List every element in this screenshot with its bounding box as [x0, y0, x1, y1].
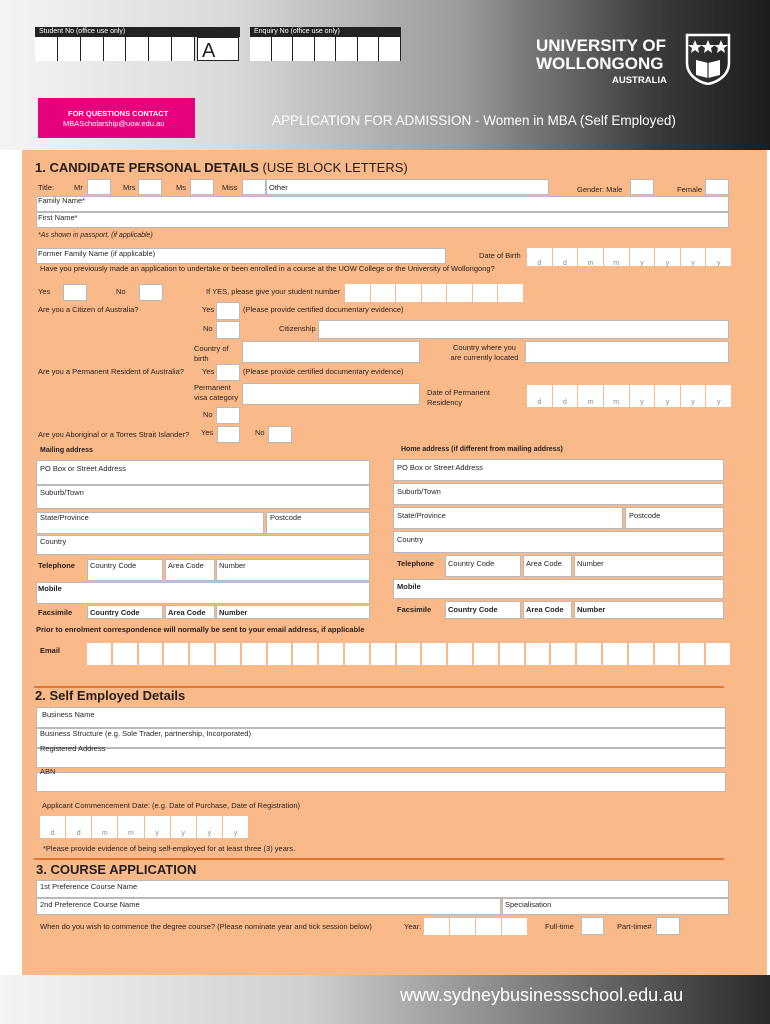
mailing-telephone-label: Telephone: [38, 561, 75, 570]
email-cell[interactable]: [87, 643, 111, 665]
registered-address-label: Registered Address: [40, 744, 106, 753]
citizen-yes-label: Yes: [202, 305, 215, 314]
full-time-label: Full-time: [545, 922, 574, 931]
email-cell[interactable]: [526, 643, 550, 665]
business-name-field[interactable]: [36, 707, 726, 728]
home-country-code-label: Country Code: [448, 559, 495, 568]
enquiry-no-cell[interactable]: [336, 37, 358, 61]
citizen-question: Are you a Citizen of Australia?: [38, 305, 139, 314]
country-located-field[interactable]: [525, 341, 729, 363]
year-cells: [424, 918, 527, 935]
country-of-birth-label: Country of birth: [194, 344, 229, 363]
university-name-line2: WOLLONGONG: [536, 54, 664, 73]
family-name-label: Family Name*: [38, 196, 86, 205]
university-name-line1: UNIVERSITY OF: [536, 36, 667, 55]
citizen-no-label: No: [203, 324, 213, 333]
enquiry-no-cell[interactable]: [315, 37, 337, 61]
email-cell[interactable]: [655, 643, 679, 665]
home-postcode-label: Postcode: [629, 511, 661, 520]
commencement-date-cell[interactable]: y: [223, 816, 248, 838]
email-cell[interactable]: [293, 643, 317, 665]
prev-app-no-label: No: [116, 287, 126, 296]
email-cells: [87, 643, 730, 665]
abn-label: ABN: [40, 767, 56, 776]
prev-app-yes-label: Yes: [38, 287, 51, 296]
email-label: Email: [40, 646, 61, 655]
commencement-date-cell[interactable]: m: [92, 816, 117, 838]
section3-heading: 3. COURSE APPLICATION: [36, 862, 197, 877]
title-miss-checkbox[interactable]: [242, 179, 266, 195]
email-cell[interactable]: [371, 643, 395, 665]
home-suburb-label: Suburb/Town: [397, 487, 441, 496]
email-cell[interactable]: [190, 643, 214, 665]
dob-cell[interactable]: d: [553, 248, 578, 266]
pr-no-checkbox[interactable]: [216, 407, 240, 424]
email-cell[interactable]: [706, 643, 730, 665]
student-no-cell[interactable]: [81, 37, 104, 61]
year-cell[interactable]: [502, 918, 527, 935]
prev-app-yes-checkbox[interactable]: [63, 284, 87, 301]
student-no-label: Student No (office use only): [39, 28, 126, 35]
home-facsimile-label: Facsimile: [397, 605, 432, 614]
enquiry-no-cell[interactable]: [272, 37, 294, 61]
citizen-evidence-note: (Please provide certified documentary evidence): [243, 305, 404, 314]
mailing-facsimile-label: Facsimile: [38, 608, 73, 617]
email-cell[interactable]: [603, 643, 627, 665]
email-cell[interactable]: [319, 643, 343, 665]
email-cell[interactable]: [474, 643, 498, 665]
email-cell[interactable]: [216, 643, 240, 665]
email-cell[interactable]: [397, 643, 421, 665]
citizenship-label: Citizenship: [279, 324, 316, 333]
dob-cell[interactable]: m: [604, 248, 629, 266]
part-time-label: Part-time#: [617, 922, 652, 931]
dob-cell[interactable]: y: [681, 248, 706, 266]
mailing-address-heading: Mailing address: [40, 447, 93, 454]
commence-question: When do you wish to commence the degree course? (Please nominate year and tick session below): [40, 922, 372, 931]
pr-yes-label: Yes: [202, 367, 215, 376]
mailing-country-label: Country: [40, 537, 67, 546]
student-number-cell[interactable]: [422, 284, 447, 302]
pr-date-cell[interactable]: y: [681, 385, 706, 407]
dob-cell[interactable]: y: [630, 248, 655, 266]
pr-no-label: No: [203, 410, 213, 419]
commencement-date-cell[interactable]: y: [145, 816, 170, 838]
year-cell[interactable]: [424, 918, 449, 935]
title-other-label: Other: [269, 183, 288, 192]
pr-date-cells: [527, 385, 731, 407]
form-title: APPLICATION FOR ADMISSION - Women in MBA (Self Employed): [272, 113, 676, 128]
email-cell[interactable]: [629, 643, 653, 665]
enquiry-no-cell[interactable]: [250, 37, 272, 61]
student-number-cell[interactable]: [447, 284, 472, 302]
commencement-date-cell[interactable]: y: [171, 816, 196, 838]
previous-application-question: Have you previously made an application to undertake or been enrolled in a course at the UOW College or the University of Wollongong?: [40, 264, 495, 273]
pr-date-cell[interactable]: d: [527, 385, 552, 407]
section1-suffix: (USE BLOCK LETTERS): [262, 160, 408, 175]
specialisation-label: Specialisation: [505, 900, 552, 909]
gender-male-checkbox[interactable]: [630, 179, 654, 195]
commencement-date-cells: [40, 816, 248, 838]
email-cell[interactable]: [164, 643, 188, 665]
title-label: Title:: [38, 183, 54, 192]
mailing-fax-number-label: Number: [219, 608, 248, 617]
mailing-fax-country-code-label: Country Code: [90, 608, 140, 617]
home-country-field[interactable]: [393, 531, 724, 553]
pr-date-cell[interactable]: m: [604, 385, 629, 407]
former-family-name-label: Former Family Name (if applicable): [38, 249, 156, 258]
email-cell[interactable]: [345, 643, 369, 665]
pr-yes-checkbox[interactable]: [216, 364, 240, 381]
commencement-date-label: Applicant Commencement Date: (e.g. Date of Purchase, Date of Registration): [42, 801, 301, 810]
section2-heading: 2. Self Employed Details: [35, 688, 186, 703]
family-name-field[interactable]: [36, 196, 729, 212]
title-miss-label: Miss: [222, 183, 238, 192]
student-no-prefix: A: [202, 40, 216, 62]
mailing-postcode-label: Postcode: [270, 513, 302, 522]
country-located-label: Country where you are currently located: [450, 343, 519, 362]
business-structure-label: Business Structure (e.g. Sole Trader, partnership, Incorporated): [40, 729, 251, 738]
abn-field[interactable]: [36, 772, 726, 792]
enquiry-no-cell[interactable]: [358, 37, 380, 61]
permanent-resident-question: Are you a Permanent Resident of Australia?: [38, 367, 184, 376]
dob-cell[interactable]: d: [527, 248, 552, 266]
dob-cell[interactable]: y: [706, 248, 731, 266]
student-no-cell[interactable]: [172, 37, 195, 61]
pr-date-cell[interactable]: m: [578, 385, 603, 407]
aboriginal-question: Are you Aboriginal or a Torres Strait Islander?: [38, 430, 190, 439]
mailing-state-label: State/Province: [40, 513, 89, 522]
aboriginal-no-checkbox[interactable]: [268, 426, 292, 443]
email-cell[interactable]: [680, 643, 704, 665]
aboriginal-no-label: No: [255, 428, 265, 437]
country-of-birth-field[interactable]: [242, 341, 420, 363]
business-name-label: Business Name: [42, 710, 95, 719]
title-ms-checkbox[interactable]: [190, 179, 214, 195]
prev-app-no-checkbox[interactable]: [139, 284, 163, 301]
mailing-area-code-label: Area Code: [168, 561, 204, 570]
full-time-checkbox[interactable]: [581, 917, 604, 935]
home-fax-number-label: Number: [577, 605, 606, 614]
email-cell[interactable]: [113, 643, 137, 665]
pr-date-label: Date of Permanent Residency: [427, 388, 490, 407]
student-number-cell[interactable]: [473, 284, 498, 302]
home-telephone-label: Telephone: [397, 559, 434, 568]
email-cell[interactable]: [577, 643, 601, 665]
commencement-date-cell[interactable]: d: [40, 816, 65, 838]
section3-rule: [34, 858, 724, 860]
mailing-country-field[interactable]: [36, 535, 370, 555]
gender-male-label: Gender: Male: [577, 185, 623, 194]
student-number-cells: [345, 284, 523, 302]
home-suburb-field[interactable]: [393, 483, 724, 505]
title-ms-label: Ms: [176, 183, 186, 192]
student-no-cell[interactable]: [126, 37, 149, 61]
gender-female-label: Female: [677, 185, 703, 194]
email-note: Prior to enrolment correspondence will normally be sent to your email address, if applicable: [36, 625, 365, 634]
pr-date-cell[interactable]: d: [553, 385, 578, 407]
dob-cell[interactable]: m: [578, 248, 603, 266]
title-mr-checkbox[interactable]: [87, 179, 111, 195]
home-street-label: PO Box or Street Address: [397, 463, 483, 472]
part-time-checkbox[interactable]: [656, 917, 680, 935]
aboriginal-yes-checkbox[interactable]: [217, 426, 240, 443]
dob-cell[interactable]: y: [655, 248, 680, 266]
first-preference-label: 1st Preference Course Name: [40, 882, 138, 891]
registered-address-field[interactable]: [36, 748, 726, 768]
student-number-cell[interactable]: [396, 284, 421, 302]
title-mrs-checkbox[interactable]: [138, 179, 162, 195]
self-employment-evidence-note: *Please provide evidence of being self-employed for at least three (3) years.: [43, 844, 296, 853]
year-label: Year:: [404, 922, 422, 931]
section1-heading: [35, 160, 408, 175]
passport-note: *As shown in passport, (if applicable): [38, 232, 153, 239]
gender-female-checkbox[interactable]: [705, 179, 729, 195]
pr-date-cell[interactable]: y: [630, 385, 655, 407]
mailing-mobile-label: Mobile: [38, 584, 62, 593]
visa-category-field[interactable]: [242, 383, 420, 405]
mailing-street-label: PO Box or Street Address: [40, 464, 126, 473]
contact-email[interactable]: MBAScholarship@uow.edu.au: [63, 119, 165, 128]
home-mobile-field[interactable]: [393, 579, 724, 599]
footer-url[interactable]: www.sydneybusinessschool.edu.au: [400, 985, 684, 1005]
home-fax-area-code-label: Area Code: [526, 605, 564, 614]
student-number-prompt: If YES, please give your student number: [206, 287, 341, 296]
mailing-mobile-field[interactable]: [36, 582, 370, 604]
enquiry-no-label: Enquiry No (office use only): [254, 28, 340, 35]
university-name-line3: AUSTRALIA: [612, 75, 667, 86]
section1-title: 1. CANDIDATE PERSONAL DETAILS: [35, 160, 259, 175]
email-cell[interactable]: [500, 643, 524, 665]
title-mr-label: Mr: [74, 183, 83, 192]
mailing-suburb-field[interactable]: [36, 485, 370, 509]
year-cell[interactable]: [450, 918, 475, 935]
student-no-prefix-cell: [197, 37, 239, 61]
commencement-date-cell[interactable]: m: [118, 816, 143, 838]
enquiry-no-cell[interactable]: [293, 37, 315, 61]
pr-evidence-note: (Please provide certified documentary evidence): [243, 367, 404, 376]
university-logo: [536, 36, 736, 96]
title-mrs-label: Mrs: [123, 183, 136, 192]
student-number-cell[interactable]: [498, 284, 523, 302]
date-of-birth-label: Date of Birth: [479, 251, 521, 260]
enquiry-no-cell[interactable]: [379, 37, 401, 61]
email-cell[interactable]: [422, 643, 446, 665]
student-no-cell[interactable]: [35, 37, 58, 61]
mailing-country-code-label: Country Code: [90, 561, 137, 570]
home-number-label: Number: [577, 559, 604, 568]
date-of-birth-cells: [527, 248, 731, 266]
student-no-cell[interactable]: [58, 37, 81, 61]
mailing-number-label: Number: [219, 561, 246, 570]
home-state-label: State/Province: [397, 511, 446, 520]
year-cell[interactable]: [476, 918, 501, 935]
home-mobile-label: Mobile: [397, 582, 421, 591]
aboriginal-yes-label: Yes: [201, 428, 214, 437]
home-area-code-label: Area Code: [526, 559, 562, 568]
citizen-yes-checkbox[interactable]: [216, 302, 240, 320]
contact-box: [38, 98, 195, 138]
title-other-field[interactable]: [266, 179, 549, 195]
email-cell[interactable]: [448, 643, 472, 665]
email-cell[interactable]: [242, 643, 266, 665]
mailing-suburb-label: Suburb/Town: [40, 488, 84, 497]
student-no-block: [35, 27, 240, 61]
pr-date-cell[interactable]: y: [655, 385, 680, 407]
second-preference-label: 2nd Preference Course Name: [40, 900, 140, 909]
first-name-field[interactable]: [36, 212, 729, 228]
citizen-no-checkbox[interactable]: [216, 321, 240, 339]
university-crest-icon: [684, 33, 732, 85]
first-name-label: First Name*: [38, 213, 78, 222]
visa-category-label: Permanent visa category: [194, 383, 239, 402]
student-number-cell[interactable]: [345, 284, 370, 302]
mailing-fax-area-code-label: Area Code: [168, 608, 206, 617]
citizenship-field[interactable]: [318, 320, 729, 339]
commencement-date-cell[interactable]: d: [66, 816, 91, 838]
email-cell[interactable]: [268, 643, 292, 665]
home-fax-country-code-label: Country Code: [448, 605, 498, 614]
enquiry-no-block: [250, 27, 401, 61]
home-country-label: Country: [397, 535, 424, 544]
first-preference-field[interactable]: [36, 880, 729, 898]
student-no-cell[interactable]: [104, 37, 127, 61]
student-no-cell[interactable]: [149, 37, 172, 61]
email-cell[interactable]: [551, 643, 575, 665]
home-address-heading: Home address (if different from mailing address): [401, 446, 563, 453]
pr-date-cell[interactable]: y: [706, 385, 731, 407]
email-cell[interactable]: [139, 643, 163, 665]
contact-line1: FOR QUESTIONS CONTACT: [68, 109, 169, 118]
student-number-cell[interactable]: [371, 284, 396, 302]
commencement-date-cell[interactable]: y: [197, 816, 222, 838]
